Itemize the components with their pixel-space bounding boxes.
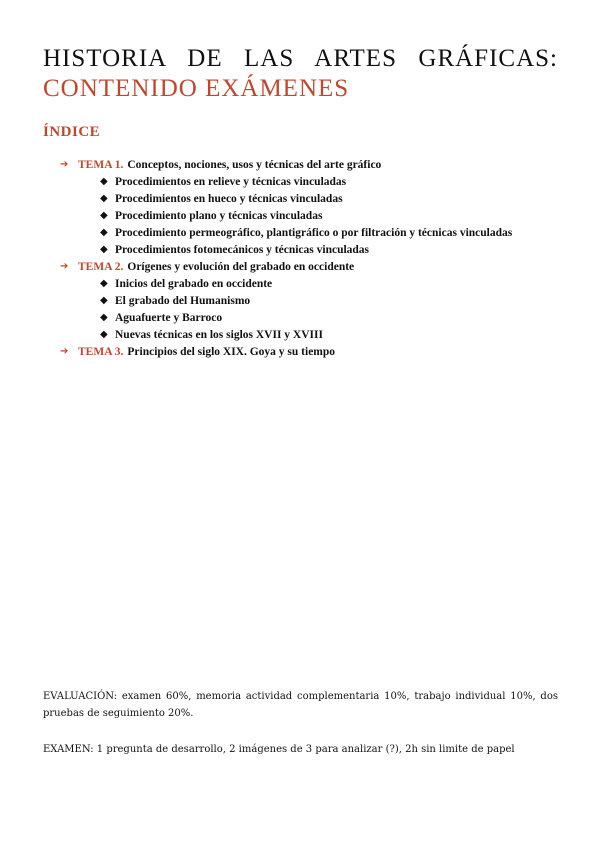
diamond-icon: ◆	[100, 227, 108, 238]
list-item	[60, 207, 560, 224]
list-item	[60, 309, 560, 326]
exam-label: EXAMEN:	[43, 744, 94, 755]
evaluation-paragraph	[43, 688, 558, 722]
table-of-contents	[60, 156, 560, 360]
list-item	[60, 241, 560, 258]
title-line-1: HISTORIA DE LAS ARTES GRÁFICAS:	[43, 45, 558, 72]
list-item-label: Nuevas técnicas en los siglos XVII y XVIII	[115, 328, 323, 341]
index-heading: ÍNDICE	[43, 124, 101, 140]
topic-2	[60, 258, 560, 275]
list-item	[60, 292, 560, 309]
list-item-label: Inicios del grabado en occidente	[115, 277, 273, 290]
list-item	[60, 224, 560, 241]
list-item	[60, 275, 560, 292]
diamond-icon: ◆	[100, 329, 108, 340]
arrow-icon: ➔	[60, 261, 69, 272]
exam-paragraph	[43, 741, 558, 758]
list-item-label: Procedimiento plano y técnicas vinculadas	[115, 209, 323, 222]
evaluation-text: examen 60%, memoria actividad complementaria 10%, trabajo individual 10%, dos pruebas de seguimiento 20%.	[43, 691, 558, 719]
diamond-icon: ◆	[100, 295, 108, 306]
diamond-icon: ◆	[100, 244, 108, 255]
diamond-icon: ◆	[100, 210, 108, 221]
list-item-label: Procedimiento permeográfico, plantigráfico o por filtración y técnicas vinculadas	[115, 226, 513, 239]
title-line-2: CONTENIDO EXÁMENES	[43, 75, 350, 102]
diamond-icon: ◆	[100, 312, 108, 323]
diamond-icon: ◆	[100, 193, 108, 204]
list-item-label: Procedimientos en hueco y técnicas vinculadas	[115, 192, 343, 205]
list-item	[60, 173, 560, 190]
list-item-label: Procedimientos en relieve y técnicas vinculadas	[115, 175, 347, 188]
arrow-icon: ➔	[60, 346, 69, 357]
list-item-label: Aguafuerte y Barroco	[115, 311, 223, 324]
exam-text: 1 pregunta de desarrollo, 2 imágenes de 3 para analizar (?), 2h sin limite de papel	[96, 744, 515, 755]
topic-number: TEMA 3.	[78, 345, 124, 358]
topic-number: TEMA 2.	[78, 260, 124, 273]
evaluation-label: EVALUACIÓN:	[43, 691, 118, 702]
topic-title: Principios del siglo XIX. Goya y su tiempo	[127, 345, 336, 358]
arrow-icon: ➔	[60, 159, 69, 170]
topic-title: Conceptos, nociones, usos y técnicas del arte gráfico	[127, 158, 382, 171]
topic-title: Orígenes y evolución del grabado en occidente	[127, 260, 355, 273]
document-title	[43, 44, 558, 104]
topic-number: TEMA 1.	[78, 158, 124, 171]
topic-3	[60, 343, 560, 360]
list-item-label: Procedimientos fotomecánicos y técnicas vinculadas	[115, 243, 370, 256]
list-item	[60, 190, 560, 207]
list-item	[60, 326, 560, 343]
topic-1	[60, 156, 560, 173]
diamond-icon: ◆	[100, 176, 108, 187]
diamond-icon: ◆	[100, 278, 108, 289]
list-item-label: El grabado del Humanismo	[115, 294, 251, 307]
